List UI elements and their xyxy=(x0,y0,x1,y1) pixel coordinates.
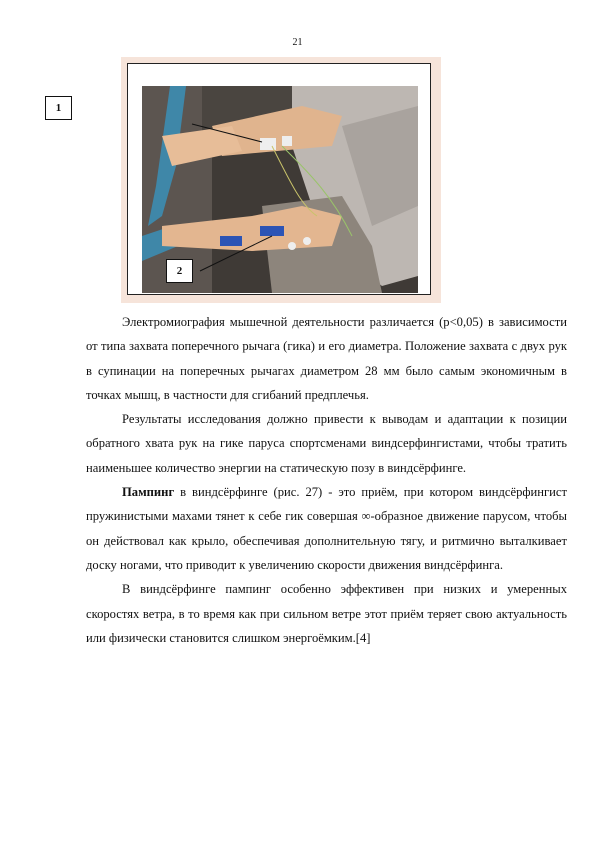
body-text xyxy=(86,310,567,650)
paragraph-1: Электромиография мышечной деятельности различается (р<0,05) в зависимости от типа захвата поперечного рычага (гика) и его диаметра. Положение захвата с двух рук в супинации на поперечных рычагах диаметром 28 мм было самым экономичным в точках мышц, в частности для сгибаний предплечья. xyxy=(86,315,567,402)
page-number: 21 xyxy=(292,37,303,48)
figure-callout-1: 1 xyxy=(45,96,72,120)
figure-callout-2: 2 xyxy=(166,259,193,283)
paragraph-3: Пампинг в виндсёрфинге (рис. 27) - это приём, при котором виндсёрфингист пружинистыми махами тянет к себе гик совершая ∞-образное движение парусом, чтобы он действовал как крыло, обеспечивая дополнительную тягу, и ритмично выталкивает доску ногами, что приводит к увеличению скорости движения виндсёрфинга. xyxy=(86,485,567,572)
paragraph-2: Результаты исследования должно привести к выводам и адаптации к позиции обратного хвата рук на гике паруса спортсменами виндсерфингистами, чтобы тратить наименьшее количество энергии на статическую позу в виндсёрфинге. xyxy=(86,412,567,475)
paragraph-4: В виндсёрфинге пампинг особенно эффективен при низких и умеренных скоростях ветра, в то время как при сильном ветре этот приём теряет свою актуальность или физически становится слишком энергоёмким.[4] xyxy=(86,582,567,645)
pumping-term: Пампинг xyxy=(122,485,175,500)
